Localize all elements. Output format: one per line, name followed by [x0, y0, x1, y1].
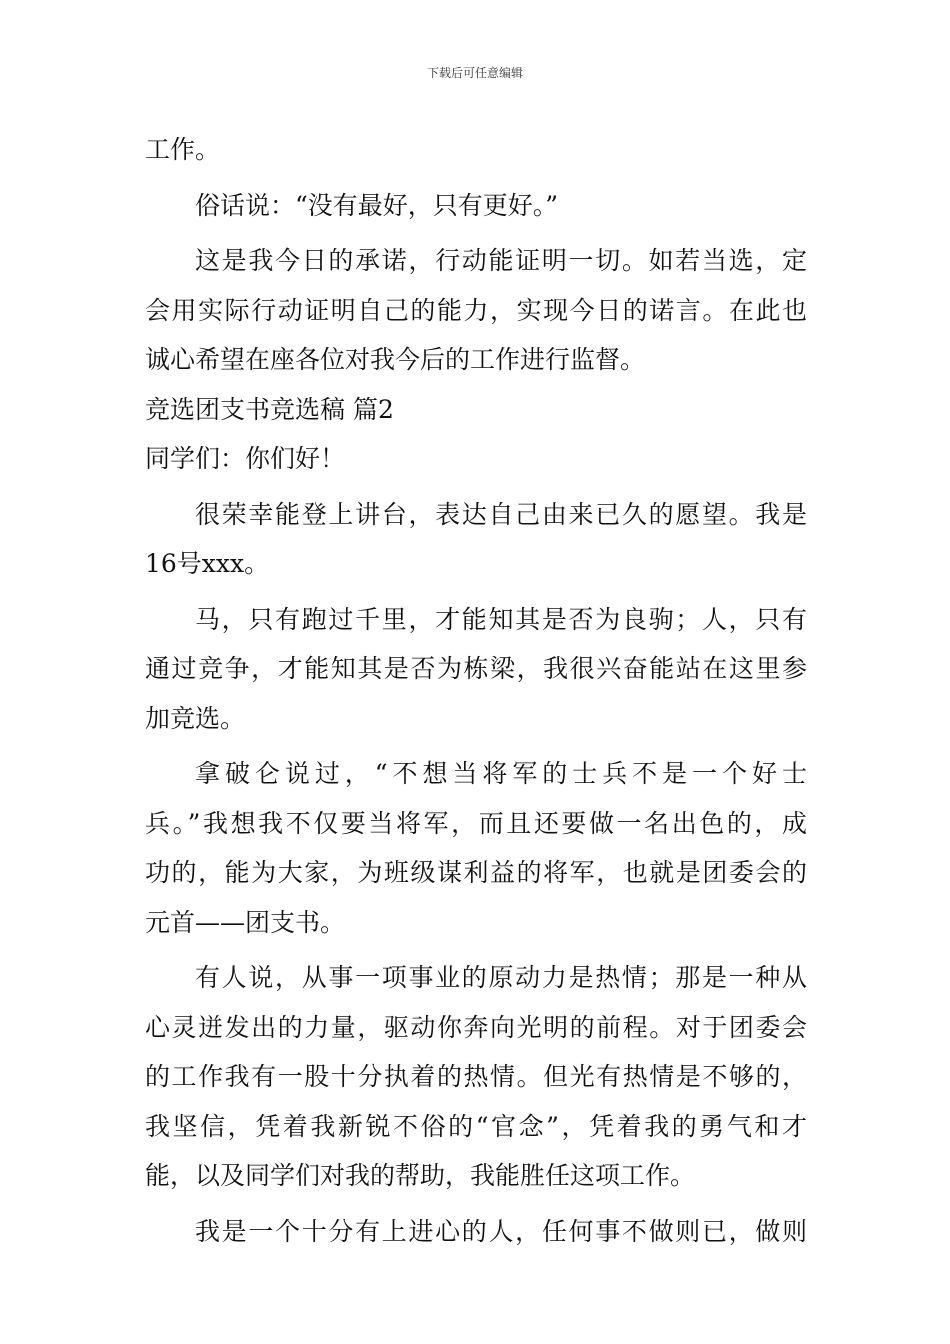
- text-line: 兵。”我想我不仅要当将军，而且还要做一名出色的，成: [145, 808, 807, 838]
- text-line: 会用实际行动证明自己的能力，实现今日的诺言。在此也: [145, 295, 807, 325]
- text-line: 功的，能为大家，为班级谋利益的将军，也就是团委会的: [145, 858, 807, 887]
- text-line: 能，以及同学们对我的帮助，我能胜任这项工作。: [145, 1161, 696, 1190]
- text-line: 我是一个十分有上进心的人，任何事不做则已，做则: [195, 1216, 807, 1246]
- paragraph-8: [145, 749, 807, 947]
- paragraph-2: [145, 181, 807, 231]
- text-line: 工作。: [145, 135, 221, 164]
- greeting: [145, 434, 807, 484]
- text-line: 我坚信，凭着我新锐不俗的“官念”，凭着我的勇气和才: [145, 1111, 807, 1141]
- text-line: 竞选团支书竞选稿 篇2: [145, 394, 394, 424]
- text-line: 的工作我有一股十分执着的热情。但光有热情是不够的，: [145, 1062, 807, 1091]
- paragraph-6: [145, 490, 807, 589]
- text-line: 16号xxx。: [145, 549, 270, 578]
- text-line: 俗话说：“没有最好，只有更好。”: [195, 190, 559, 220]
- paragraph-10: [145, 1207, 807, 1257]
- text-line: 这是我今日的承诺，行动能证明一切。如若当选，定: [195, 246, 807, 275]
- section-heading: [145, 385, 807, 435]
- text-line: 拿破仑说过，“不想当将军的士兵不是一个好士: [195, 759, 807, 788]
- paragraph-7: [145, 595, 807, 744]
- paragraph-1: [145, 125, 807, 175]
- text-line: 通过竞争，才能知其是否为栋梁，我很兴奋能站在这里参: [145, 654, 807, 683]
- text-line: 很荣幸能登上讲台，表达自己由来已久的愿望。我是: [195, 499, 807, 529]
- page-header: 下载后可任意编辑: [426, 66, 523, 80]
- paragraph-3: [145, 236, 807, 385]
- text-line: 诚心希望在座各位对我今后的工作进行监督。: [145, 345, 646, 374]
- text-line: 元首——团支书。: [145, 907, 346, 937]
- text-line: 加竞选。: [145, 703, 246, 733]
- text-line: 心灵迸发出的力量，驱动你奔向光明的前程。对于团委会: [145, 1012, 807, 1042]
- text-line: 有人说，从事一项事业的原动力是热情；那是一种从: [195, 963, 807, 992]
- text-line: 同学们：你们好！: [145, 444, 346, 473]
- text-line: 马，只有跑过千里，才能知其是否为良驹；人，只有: [195, 604, 807, 634]
- paragraph-9: [145, 953, 807, 1201]
- document-body: [145, 125, 807, 1256]
